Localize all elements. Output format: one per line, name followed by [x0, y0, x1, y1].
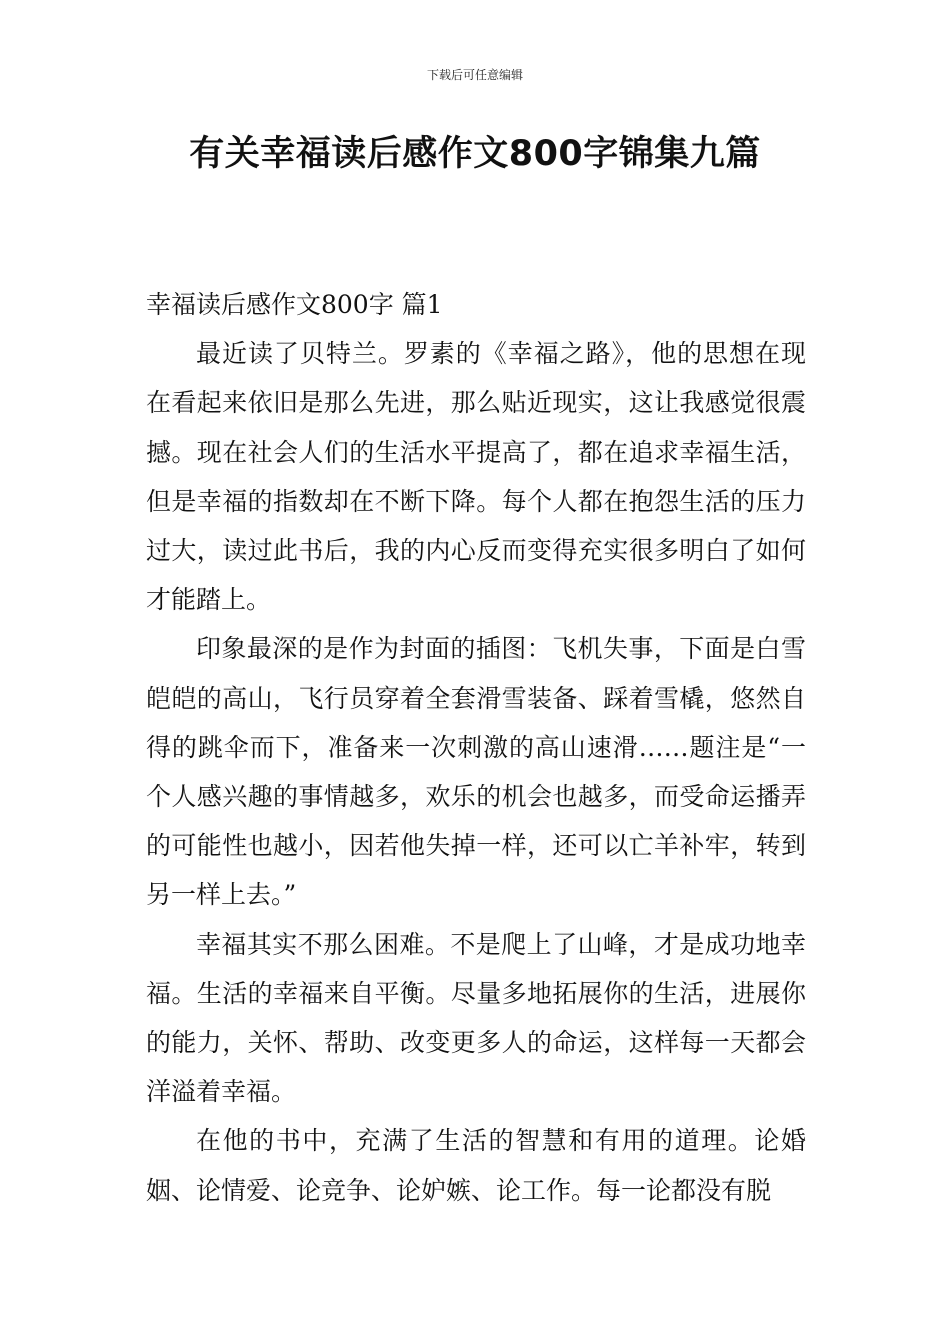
paragraph: 印象最深的是作为封面的插图：飞机失事，下面是白雪皑皑的高山，飞行员穿着全套滑雪装备、踩着雪橇，悠然自得的跳伞而下，准备来一次刺激的高山速滑……题注是“一个人感兴趣的事情越多，欢乐的机会也越多，而受命运播弄的可能性也越小，因若他失掉一样，还可以亡羊补牢，转到另一样上去。” [146, 634, 806, 910]
section-heading: 幸福读后感作文800字 篇1 [146, 290, 443, 319]
page-header-note: 下载后可任意编辑 [426, 68, 523, 82]
paragraph: 幸福其实不那么困难。不是爬上了山峰，才是成功地幸福。生活的幸福来自平衡。尽量多地拓展你的生活，进展你的能力，关怀、帮助、改变更多人的命运，这样每一天都会洋溢着幸福。 [146, 929, 806, 1107]
document-body [146, 280, 806, 1215]
paragraph: 在他的书中，充满了生活的智慧和有用的道理。论婚姻、论情爱、论竞争、论妒嫉、论工作。每一论都没有脱 [146, 1126, 806, 1205]
document-title: 有关幸福读后感作文800字锦集九篇 [189, 134, 761, 174]
paragraph: 最近读了贝特兰。罗素的《幸福之路》，他的思想在现在看起来依旧是那么先进，那么贴近现实，这让我感觉很震撼。现在社会人们的生活水平提高了，都在追求幸福生活，但是幸福的指数却在不断下降。每个人都在抱怨生活的压力过大，读过此书后，我的内心反而变得充实很多明白了如何才能踏上。 [146, 339, 806, 615]
